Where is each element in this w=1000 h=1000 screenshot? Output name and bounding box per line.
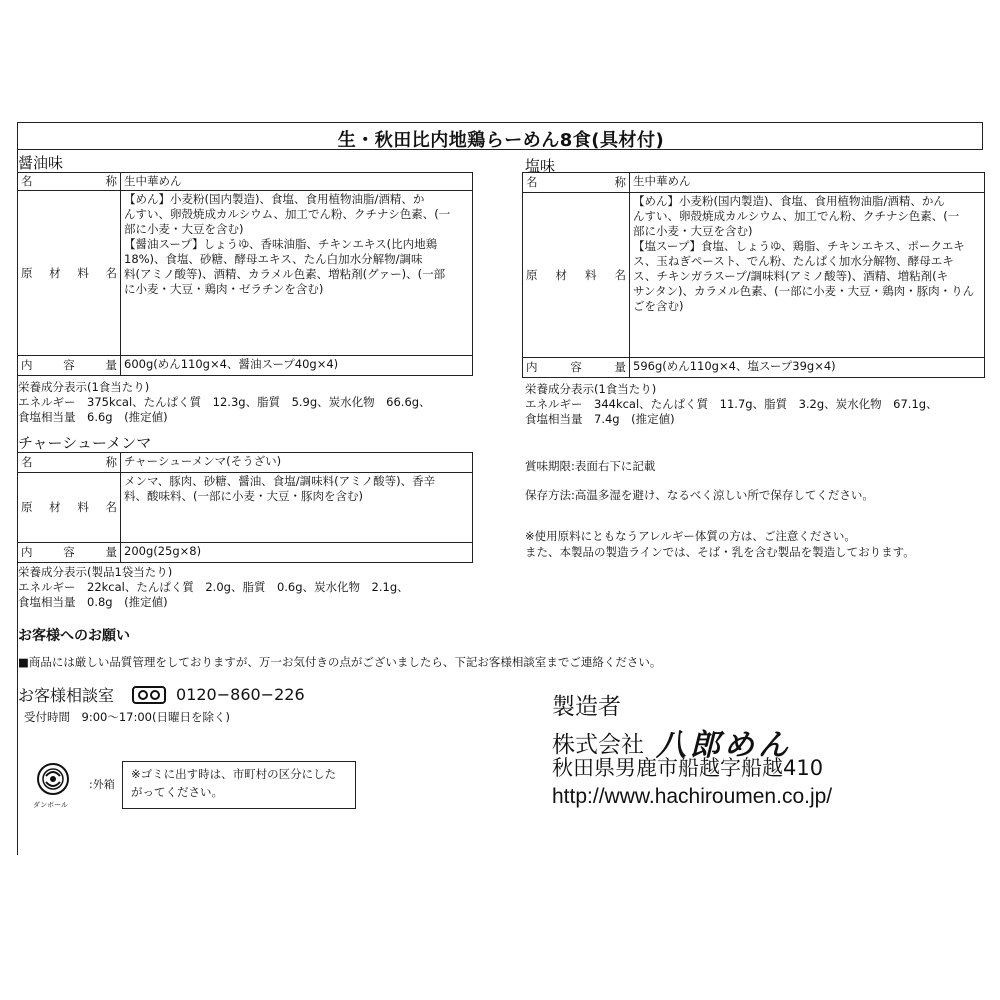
- consult-label: お客様相談室: [18, 686, 115, 705]
- allergy-note-2: また、本製品の製造ラインでは、そば・乳を含む製品を製造しております。: [525, 545, 915, 559]
- brand-logo: 八郎めん: [656, 728, 792, 763]
- storage-note: 保存方法:高温多湿を避け、なるべく涼しい所で保存してください。: [525, 488, 874, 502]
- menma-nutrition: 栄養成分表示(製品1袋当たり) エネルギー 22kcal、たんぱく質 2.0g、脂質 0.6g、炭水化物 2.1g、 食塩相当量 0.8g (推定値): [18, 565, 409, 609]
- cardboard-recycle-icon: [36, 762, 70, 796]
- maker-label: 製造者: [552, 694, 621, 720]
- maker-url[interactable]: http://www.hachiroumen.co.jp/: [552, 785, 833, 808]
- allergy-note-1: ※使用原料にともなうアレルギー体質の方は、ご注意ください。: [525, 529, 856, 543]
- shio-ingredients: 【めん】小麦粉(国内製造)、食塩、食用植物油脂/酒精、かん んすい、卵殻焼成カルシウム、加工でん粉、クチナシ色素、(一 部に小麦・大豆を含む) 【塩スープ】食塩、しょうゆ、鶏脂、チキンエキス、ポークエキ ス、玉ねぎペースト、でん粉、たんぱく加水分解物、酵母エキ ス、チキンガラスープ/調味料(アミノ酸等)、酒精、増粘剤(キ サンタン)、カラメル色素、(一部に小麦・大豆・鶏肉・豚肉・りん ごを含む): [630, 193, 985, 358]
- product-title: 生・秋田比内地鶏らーめん8食(具材付): [337, 130, 665, 151]
- shoyu-ingredients: 【めん】小麦粉(国内製造)、食塩、食用植物油脂/酒精、か んすい、卵殻焼成カルシウム、加工でん粉、クチナシ色素、(一 部に小麦・大豆を含む) 【醤油スープ】しょうゆ、香味油脂、チキンエキス(比内地鶏 18%)、食塩、砂糖、酵母エキス、たん白加水分解物/調味 料(アミノ酸等)、酒精、カラメル色素、増粘剤(グァー)、(一部 に小麦・大豆・鶏肉・ゼラチンを含む): [121, 191, 473, 356]
- menma-ingredients: メンマ、豚肉、砂糖、醤油、食塩/調味料(アミノ酸等)、香辛 料、酸味料、(一部に小麦・大豆・豚肉を含む): [121, 473, 473, 543]
- company-prefix: 株式会社: [552, 731, 644, 758]
- outer-box-label: :外箱: [89, 778, 115, 791]
- title-box: [17, 122, 983, 150]
- request-title: お客様へのお願い: [18, 628, 130, 644]
- shio-name-value: 生中華めん: [630, 173, 985, 193]
- menma-content-value: 200g(25g×8): [121, 543, 473, 563]
- menma-heading: チャーシューメンマ: [18, 434, 152, 452]
- trash-note-box: ※ゴミに出す時は、市町村の区分にした がってください。: [122, 761, 356, 809]
- shoyu-spec-table: 名 称 生中華めん 原 材 料 名 【めん】小麦粉(国内製造)、食塩、食用植物油脂/酒精、か んすい、卵殻焼成カルシウム、加工でん粉、クチナシ色素、(一 部に小麦・大豆を含む) 【醤油スープ】しょうゆ、香味油脂、チキンエキス(比内地鶏 18%)、食塩、砂糖、酵母エキス、たん白加水分解物/調味 料(アミノ酸等)、酒精、カラメル色素、増粘剤(グァー)、(一部 に小麦・大豆・鶏肉・ゼラチンを含む) 内 容 量 600g(めん110g×4、醤油スープ40g×4): [17, 172, 473, 376]
- maker-address: 秋田県男鹿市船越字船越410: [552, 756, 824, 780]
- consult-line: [18, 683, 305, 706]
- recycle-caption: ダンボール: [33, 801, 68, 809]
- consult-phone: 0120−860−226: [176, 685, 305, 704]
- shoyu-name-value: 生中華めん: [121, 173, 473, 191]
- free-dial-icon: [132, 686, 166, 704]
- menma-spec-table: 名 称 チャーシューメンマ(そうざい) 原 材 料 名 メンマ、豚肉、砂糖、醤油、食塩/調味料(アミノ酸等)、香辛 料、酸味料、(一部に小麦・大豆・豚肉を含む) 内 容 量 200g(25g×8): [17, 452, 473, 563]
- shoyu-heading: 醤油味: [18, 154, 64, 172]
- shio-nutrition: 栄養成分表示(1食当たり) エネルギー 344kcal、たんぱく質 11.7g、脂質 3.2g、炭水化物 67.1g、 食塩相当量 7.4g (推定値): [525, 382, 938, 426]
- shio-content-value: 596g(めん110g×4、塩スープ39g×4): [630, 358, 985, 378]
- shio-spec-table: 名 称 生中華めん 原 材 料 名 【めん】小麦粉(国内製造)、食塩、食用植物油脂/酒精、かん んすい、卵殻焼成カルシウム、加工でん粉、クチナシ色素、(一 部に小麦・大豆を含む) 【塩スープ】食塩、しょうゆ、鶏脂、チキンエキス、ポークエキ ス、玉ねぎペースト、でん粉、たんぱく加水分解物、酵母エキ ス、チキンガラスープ/調味料(アミノ酸等)、酒精、増粘剤(キ サンタン)、カラメル色素、(一部に小麦・大豆・鶏肉・豚肉・りん ごを含む) 内 容 量 596g(めん110g×4、塩スープ39g×4): [522, 172, 985, 378]
- consult-hours: 受付時間 9:00〜17:00(日曜日を除く): [24, 710, 230, 724]
- menma-name-value: チャーシューメンマ(そうざい): [121, 453, 473, 473]
- request-text: ■商品には厳しい品質管理をしておりますが、万一お気付きの点がございましたら、下記お客様相談室までご連絡ください。: [18, 655, 662, 669]
- shio-heading: 塩味: [525, 157, 556, 175]
- shoyu-content-value: 600g(めん110g×4、醤油スープ40g×4): [121, 356, 473, 376]
- shoyu-nutrition: 栄養成分表示(1食当たり) エネルギー 375kcal、たんぱく質 12.3g、脂質 5.9g、炭水化物 66.6g、 食塩相当量 6.6g (推定値): [18, 380, 431, 424]
- expiry-note: 賞味期限:表面右下に記載: [525, 459, 656, 473]
